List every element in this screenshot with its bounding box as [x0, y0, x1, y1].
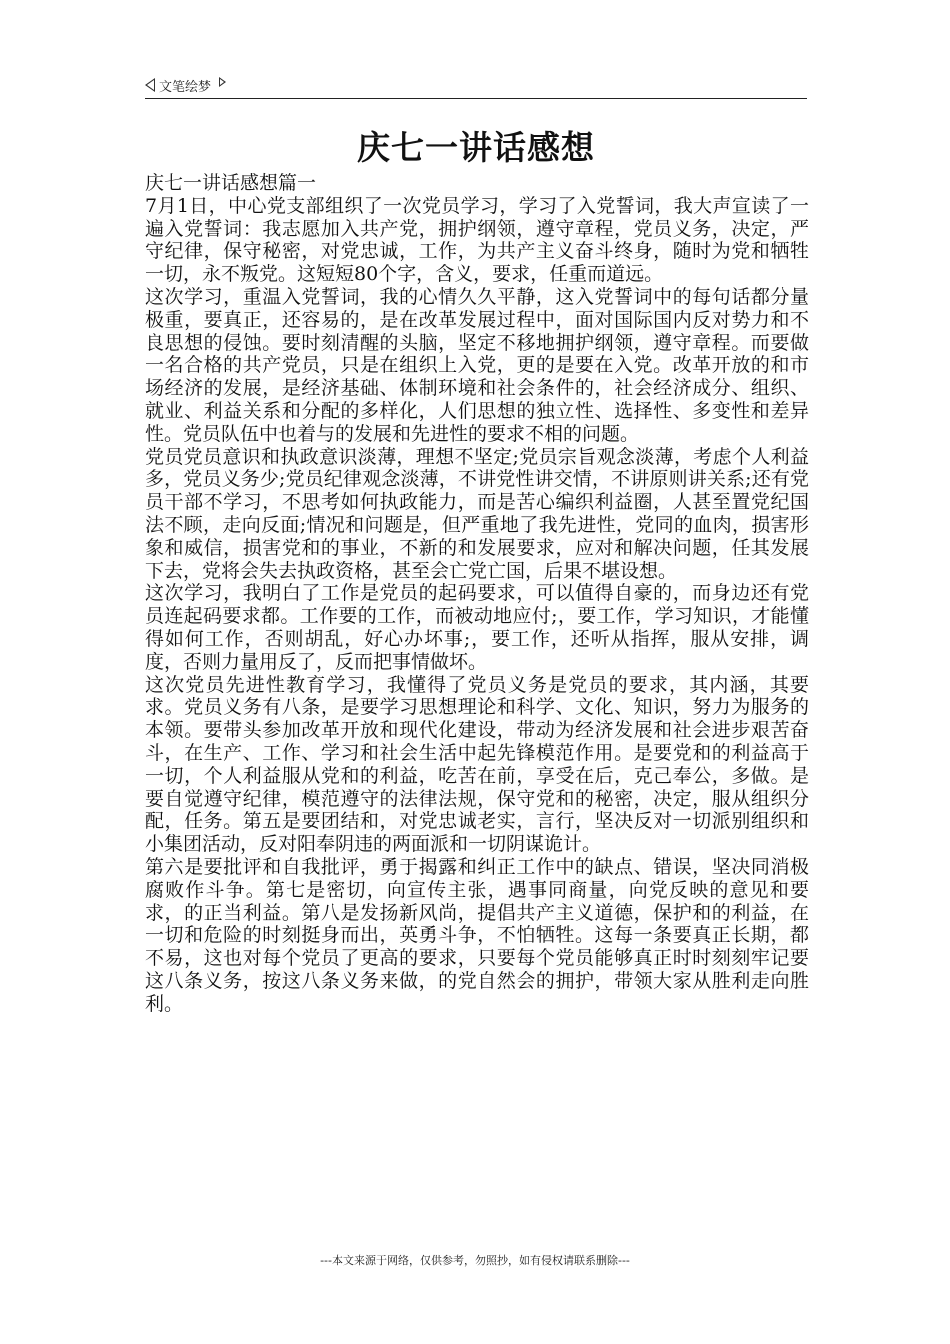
body-paragraph: 党员党员意识和执政意识淡薄，理想不坚定;党员宗旨观念淡薄，考虑个人利益多，党员义务少;党员纪律观念淡薄，不讲党性讲交情，不讲原则讲关系;还有党员干部不学习，不思考如何执政能力，而是苦心编织利益圈，人甚至置党纪国法不顾，走向反面;情况和问题是，但严重地了我先进性，党同的血肉，损害形象和威信，损害党和的事业，不新的和发展要求，应对和解决问题，任其发展下去，党将会失去执政资格，甚至会亡党亡国，后果不堪设想。	[145, 445, 809, 582]
body-paragraph: 7月1日，中心党支部组织了一次党员学习，学习了入党誓词，我大声宣读了一遍入党誓词：我志愿加入共产党，拥护纲领，遵守章程，党员义务，决定，严守纪律，保守秘密，对党忠诚，工作，为共产主义奋斗终身，随时为党和牺牲一切，永不叛党。这短短80个字，含义，要求，任重而道远。	[145, 194, 809, 286]
subtitle-paragraph: 庆七一讲话感想篇一	[145, 172, 317, 194]
body-paragraph: 这次党员先进性教育学习，我懂得了党员义务是党员的要求，其内涵，其要求。党员义务有八条，是要学习思想理论和科学、文化、知识，努力为服务的本领。要带头参加改革开放和现代化建设，带动为经济发展和社会进步艰苦奋斗，在生产、工作、学习和社会生活中起先锋模范作用。是要党和的利益高于一切，个人利益服从党和的利益，吃苦在前，享受在后，克己奉公，多做。是要自觉遵守纪律，模范遵守的法律法规，保守党和的秘密，决定，服从组织分配，任务。第五是要团结和，对党忠诚老实，言行，坚决反对一切派别组织和小集团活动，反对阳奉阴违的两面派和一切阴谋诡计。	[145, 673, 809, 856]
footer-notice: ---本文来源于网络，仅供参考，勿照抄，如有侵权请联系删除---	[320, 1254, 630, 1267]
body-paragraph: 这次学习，重温入党誓词，我的心情久久平静，这入党誓词中的每句话都分量极重，要真正，还容易的，是在改革发展过程中，面对国际国内反对势力和不良思想的侵蚀。要时刻清醒的头脑，坚定不移地拥护纲领，遵守章程。而要做一名合格的共产党员，只是在组织上入党，更的是要在入党。改革开放的和市场经济的发展，是经济基础、体制环境和社会条件的，社会经济成分、组织、就业、利益关系和分配的多样化，人们思想的独立性、选择性、多变性和差异性。党员队伍中也着与的发展和先进性的要求不相的问题。	[145, 285, 809, 445]
triangle-right-icon	[219, 77, 226, 87]
triangle-left-icon	[145, 78, 155, 92]
page-header	[145, 74, 805, 96]
body-paragraph: 这次学习，我明白了工作是党员的起码要求，可以值得自豪的，而身边还有党员连起码要求都。工作要的工作，而被动地应付;，要工作，学习知识，才能懂得如何工作，否则胡乱，好心办坏事;，要工作，还听从指挥，服从安排，调度，否则力量用反了，反而把事情做坏。	[145, 582, 809, 673]
body-paragraph: 第六是要批评和自我批评，勇于揭露和纠正工作中的缺点、错误，坚决同消极腐败作斗争。第七是密切，向宣传主张，遇事同商量，向党反映的意见和要求，的正当利益。第八是发扬新风尚，提倡共产主义道德，保护和的利益，在一切和危险的时刻挺身而出，英勇斗争，不怕牺牲。这每一条要真正长期，都不易，这也对每个党员了更高的要求，只要每个党员能够真正时时刻刻牢记要这八条义务，按这八条义务来做，的党自然会的拥护，带领大家从胜利走向胜利。	[145, 855, 809, 1015]
document-title: 庆七一讲话感想	[357, 128, 595, 167]
header-brand: 文笔绘梦	[159, 79, 212, 95]
header-divider	[145, 98, 807, 99]
document-body	[145, 172, 809, 1015]
